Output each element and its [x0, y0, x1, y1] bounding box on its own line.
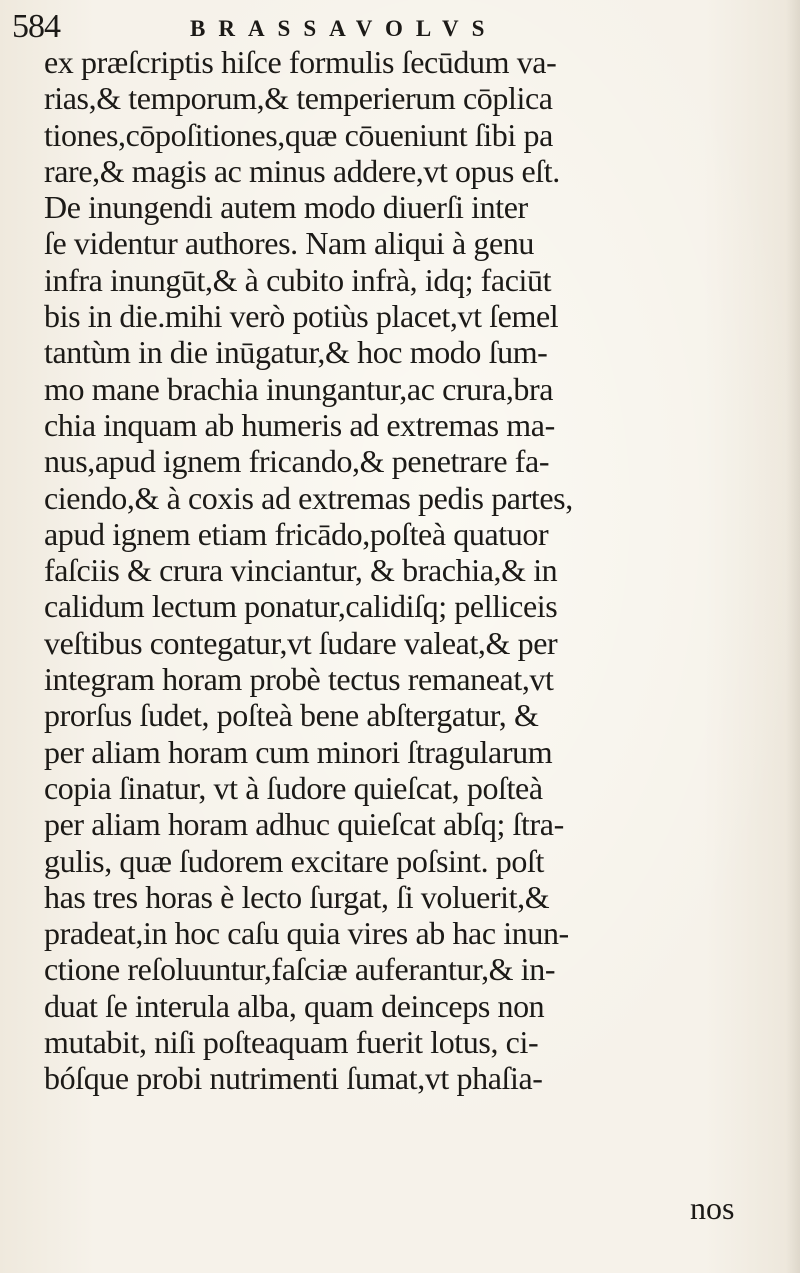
- text-line: copia ſinatur, vt à ſudore quieſcat, poſteà: [44, 769, 543, 806]
- text-line: nus,apud ignem fricando,& penetrare fa-: [44, 443, 550, 480]
- text-line: rias,& temporum,& temperierum cōplica: [44, 80, 553, 117]
- text-line: ex præſcriptis hiſce formulis ſecūdum va-: [44, 44, 557, 80]
- text-line: per aliam horam adhuc quieſcat abſq; ſtra-: [44, 806, 564, 843]
- text-line: ctione reſoluuntur,faſciæ auferantur,& in-: [44, 951, 556, 988]
- text-line: infra inungūt,& à cubito infrà, idq; faciūt: [44, 261, 552, 298]
- text-line: apud ignem etiam fricādo,poſteà quatuor: [44, 515, 549, 552]
- text-line: duat ſe interula alba, quam deinceps non: [44, 987, 545, 1024]
- text-line: calidum lectum ponatur,calidiſq; pelliceis: [44, 588, 558, 625]
- text-line: prorſus ſudet, poſteà bene abſtergatur, &: [44, 697, 539, 734]
- text-line: has tres horas è lecto ſurgat, ſi voluerit,&: [44, 878, 550, 915]
- text-line: per aliam horam cum minori ſtragularum: [44, 733, 553, 770]
- text-line: gulis, quæ ſudorem excitare poſsint. poſt: [44, 842, 544, 879]
- text-line: mo mane brachia inungantur,ac crura,bra: [44, 370, 554, 407]
- body-text: [44, 44, 784, 1097]
- text-line: integram horam probè tectus remaneat,vt: [44, 661, 554, 698]
- text-line: rare,& magis ac minus addere,vt opus eſt.: [44, 152, 560, 189]
- catchword: nos: [690, 1190, 735, 1226]
- text-line: ciendo,& à coxis ad extremas pedis partes,: [44, 479, 573, 516]
- text-line: De inungendi autem modo diuerſi inter: [44, 189, 528, 226]
- page-number: 584: [12, 8, 60, 45]
- running-head: BRASSAVOLVS: [190, 16, 498, 41]
- page-edge-shading: [786, 0, 800, 1273]
- text-line: bis in die.mihi verò potiùs placet,vt ſemel: [44, 298, 559, 335]
- text-line: tiones,cōpoſitiones,quæ cōueniunt ſibi pa: [44, 116, 553, 153]
- text-line: chia inquam ab humeris ad extremas ma-: [44, 406, 555, 443]
- text-line: ſe videntur authores. Nam aliqui à genu: [44, 225, 535, 262]
- text-line: faſciis & crura vinciantur, & brachia,& in: [44, 552, 558, 589]
- text-line: mutabit, niſi poſteaquam fuerit lotus, ci-: [44, 1024, 539, 1061]
- text-line: bóſque probi nutrimenti ſumat,vt phaſia-: [44, 1060, 543, 1097]
- text-line: tantùm in die inūgatur,& hoc modo ſum-: [44, 334, 548, 371]
- text-line: pradeat,in hoc caſu quia vires ab hac inun-: [44, 915, 569, 952]
- text-line: veſtibus contegatur,vt ſudare valeat,& per: [44, 624, 558, 661]
